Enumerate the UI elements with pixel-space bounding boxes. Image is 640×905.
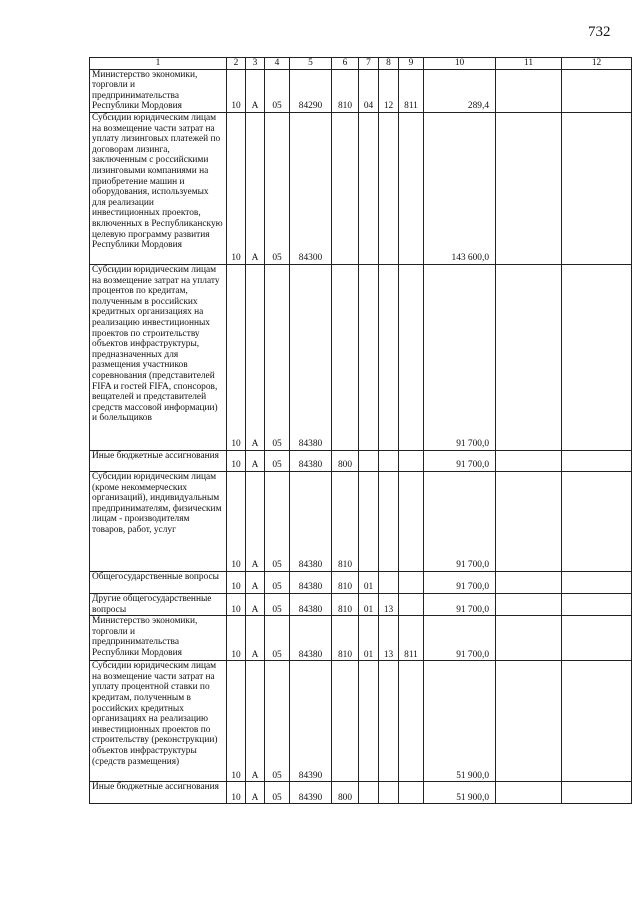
cell-code xyxy=(399,471,424,571)
cell-code: 05 xyxy=(265,69,290,112)
cell-code: 10 xyxy=(227,616,246,661)
cell-code xyxy=(379,471,399,571)
cell-code: 01 xyxy=(359,571,379,593)
row-name: Иные бюджетные ассигнования xyxy=(90,782,227,804)
cell-code: 05 xyxy=(265,450,290,471)
cell-amount: 91 700,0 xyxy=(424,264,496,450)
cell-code: 84380 xyxy=(290,450,332,471)
cell-code xyxy=(359,450,379,471)
cell-code xyxy=(399,661,424,782)
cell-code xyxy=(379,782,399,804)
cell-code: 05 xyxy=(265,782,290,804)
cell-empty xyxy=(562,616,632,661)
cell-code: 84390 xyxy=(290,661,332,782)
cell-code xyxy=(399,264,424,450)
row-name: Субсидии юридическим лицам на возмещение части затрат на уплату процентной ставки по кредитам, полученным в российских кредитных организациях на реализацию инвестиционных проектов по строительству (реконструкции) объектов инфраструктуры (средств размещения) xyxy=(90,661,227,782)
cell-code xyxy=(399,112,424,264)
cell-code: А xyxy=(246,571,265,593)
column-header: 10 xyxy=(424,58,496,70)
cell-code: 800 xyxy=(332,450,359,471)
cell-code xyxy=(359,661,379,782)
cell-code: 84390 xyxy=(290,782,332,804)
cell-code: 10 xyxy=(227,112,246,264)
cell-code: 10 xyxy=(227,661,246,782)
table-row xyxy=(90,571,632,593)
cell-empty xyxy=(562,593,632,615)
cell-code: 10 xyxy=(227,471,246,571)
column-header: 7 xyxy=(359,58,379,70)
cell-code xyxy=(399,593,424,615)
column-header: 6 xyxy=(332,58,359,70)
cell-empty xyxy=(562,661,632,782)
table-row xyxy=(90,69,632,112)
cell-empty xyxy=(496,571,562,593)
cell-code: 05 xyxy=(265,593,290,615)
cell-code xyxy=(379,571,399,593)
cell-code xyxy=(359,264,379,450)
cell-code xyxy=(332,661,359,782)
cell-empty xyxy=(496,593,562,615)
cell-code xyxy=(399,782,424,804)
cell-code: 10 xyxy=(227,571,246,593)
cell-code: 84300 xyxy=(290,112,332,264)
row-name: Министерство экономики, торговли и предпринимательства Республики Мордовия xyxy=(90,69,227,112)
budget-table xyxy=(89,57,632,804)
cell-code xyxy=(399,571,424,593)
column-header: 11 xyxy=(496,58,562,70)
row-name: Субсидии юридическим лицам на возмещение затрат на уплату процентов по кредитам, полученным в российских кредитных организациях на реализацию инвестиционных проектов по строительству объектов инфраструктуры, предназначенных для размещения участников соревнования (представителей FIFA и гостей FIFA, спонсоров, вещателей и представителей средств массовой информации) и болельщиков xyxy=(90,264,227,450)
cell-code xyxy=(332,112,359,264)
row-name: Другие общегосударственные вопросы xyxy=(90,593,227,615)
cell-amount: 91 700,0 xyxy=(424,616,496,661)
cell-code: 10 xyxy=(227,593,246,615)
cell-code: 810 xyxy=(332,571,359,593)
row-name: Министерство экономики, торговли и предпринимательства Республики Мордовия xyxy=(90,616,227,661)
table-row xyxy=(90,782,632,804)
cell-code: 84380 xyxy=(290,471,332,571)
cell-code: 800 xyxy=(332,782,359,804)
cell-amount: 91 700,0 xyxy=(424,593,496,615)
cell-code xyxy=(359,471,379,571)
cell-code: 10 xyxy=(227,450,246,471)
cell-code: 84290 xyxy=(290,69,332,112)
table-row xyxy=(90,450,632,471)
cell-code: 05 xyxy=(265,571,290,593)
cell-empty xyxy=(562,471,632,571)
cell-empty xyxy=(562,264,632,450)
cell-empty xyxy=(496,471,562,571)
cell-empty xyxy=(496,450,562,471)
cell-code xyxy=(379,450,399,471)
table-row xyxy=(90,593,632,615)
cell-code: А xyxy=(246,782,265,804)
column-header: 12 xyxy=(562,58,632,70)
cell-code: 84380 xyxy=(290,593,332,615)
cell-code: А xyxy=(246,69,265,112)
cell-code: А xyxy=(246,112,265,264)
column-header: 4 xyxy=(265,58,290,70)
cell-code: 810 xyxy=(332,616,359,661)
cell-empty xyxy=(496,69,562,112)
cell-amount: 51 900,0 xyxy=(424,782,496,804)
table-header-row xyxy=(90,58,632,70)
cell-code: 811 xyxy=(399,69,424,112)
table-row xyxy=(90,471,632,571)
cell-empty xyxy=(562,571,632,593)
cell-code: 810 xyxy=(332,471,359,571)
cell-code xyxy=(359,782,379,804)
cell-code: 04 xyxy=(359,69,379,112)
cell-code: 05 xyxy=(265,616,290,661)
cell-amount: 51 900,0 xyxy=(424,661,496,782)
column-header: 5 xyxy=(290,58,332,70)
cell-code: 01 xyxy=(359,616,379,661)
cell-code: 10 xyxy=(227,69,246,112)
cell-code: 84380 xyxy=(290,571,332,593)
cell-empty xyxy=(562,69,632,112)
cell-amount: 289,4 xyxy=(424,69,496,112)
cell-code: А xyxy=(246,264,265,450)
cell-code xyxy=(332,264,359,450)
cell-code xyxy=(379,112,399,264)
cell-empty xyxy=(496,661,562,782)
cell-code: 810 xyxy=(332,69,359,112)
cell-code: 13 xyxy=(379,593,399,615)
cell-amount: 91 700,0 xyxy=(424,450,496,471)
column-header: 1 xyxy=(90,58,227,70)
cell-code: 10 xyxy=(227,264,246,450)
cell-code: А xyxy=(246,616,265,661)
cell-amount: 91 700,0 xyxy=(424,571,496,593)
column-header: 2 xyxy=(227,58,246,70)
table-row xyxy=(90,112,632,264)
cell-code: А xyxy=(246,593,265,615)
cell-code: 811 xyxy=(399,616,424,661)
row-name: Иные бюджетные ассигнования xyxy=(90,450,227,471)
cell-code: 05 xyxy=(265,661,290,782)
cell-code xyxy=(359,112,379,264)
cell-empty xyxy=(496,616,562,661)
cell-code xyxy=(379,661,399,782)
cell-amount: 143 600,0 xyxy=(424,112,496,264)
cell-code: 05 xyxy=(265,112,290,264)
cell-code: 810 xyxy=(332,593,359,615)
cell-empty xyxy=(496,264,562,450)
cell-empty xyxy=(562,450,632,471)
cell-code: 10 xyxy=(227,782,246,804)
cell-code: 01 xyxy=(359,593,379,615)
cell-code: 05 xyxy=(265,264,290,450)
cell-code: А xyxy=(246,450,265,471)
cell-empty xyxy=(562,112,632,264)
cell-code: 12 xyxy=(379,69,399,112)
cell-code: 05 xyxy=(265,471,290,571)
cell-code: 84380 xyxy=(290,264,332,450)
cell-amount: 91 700,0 xyxy=(424,471,496,571)
row-name: Общегосударственные вопросы xyxy=(90,571,227,593)
cell-code: 13 xyxy=(379,616,399,661)
cell-code: А xyxy=(246,661,265,782)
table-row xyxy=(90,661,632,782)
row-name: Субсидии юридическим лицам на возмещение части затрат на уплату лизинговых платежей по договорам лизинга, заключенным с российскими лизинговыми компаниями на приобретение машин и оборудования, используемых для реализации инвестиционных проектов, включенных в Республиканскую целевую программу развития Республики Мордовия xyxy=(90,112,227,264)
cell-empty xyxy=(496,112,562,264)
cell-code xyxy=(379,264,399,450)
row-name: Субсидии юридическим лицам (кроме некоммерческих организаций), индивидуальным предпринимателям, физическим лицам - производителям товаров, работ, услуг xyxy=(90,471,227,571)
cell-code: А xyxy=(246,471,265,571)
cell-empty xyxy=(562,782,632,804)
cell-code xyxy=(399,450,424,471)
table-row xyxy=(90,616,632,661)
column-header: 8 xyxy=(379,58,399,70)
column-header: 9 xyxy=(399,58,424,70)
cell-code: 84380 xyxy=(290,616,332,661)
table-row xyxy=(90,264,632,450)
cell-empty xyxy=(496,782,562,804)
page-number: 732 xyxy=(588,24,611,40)
column-header: 3 xyxy=(246,58,265,70)
